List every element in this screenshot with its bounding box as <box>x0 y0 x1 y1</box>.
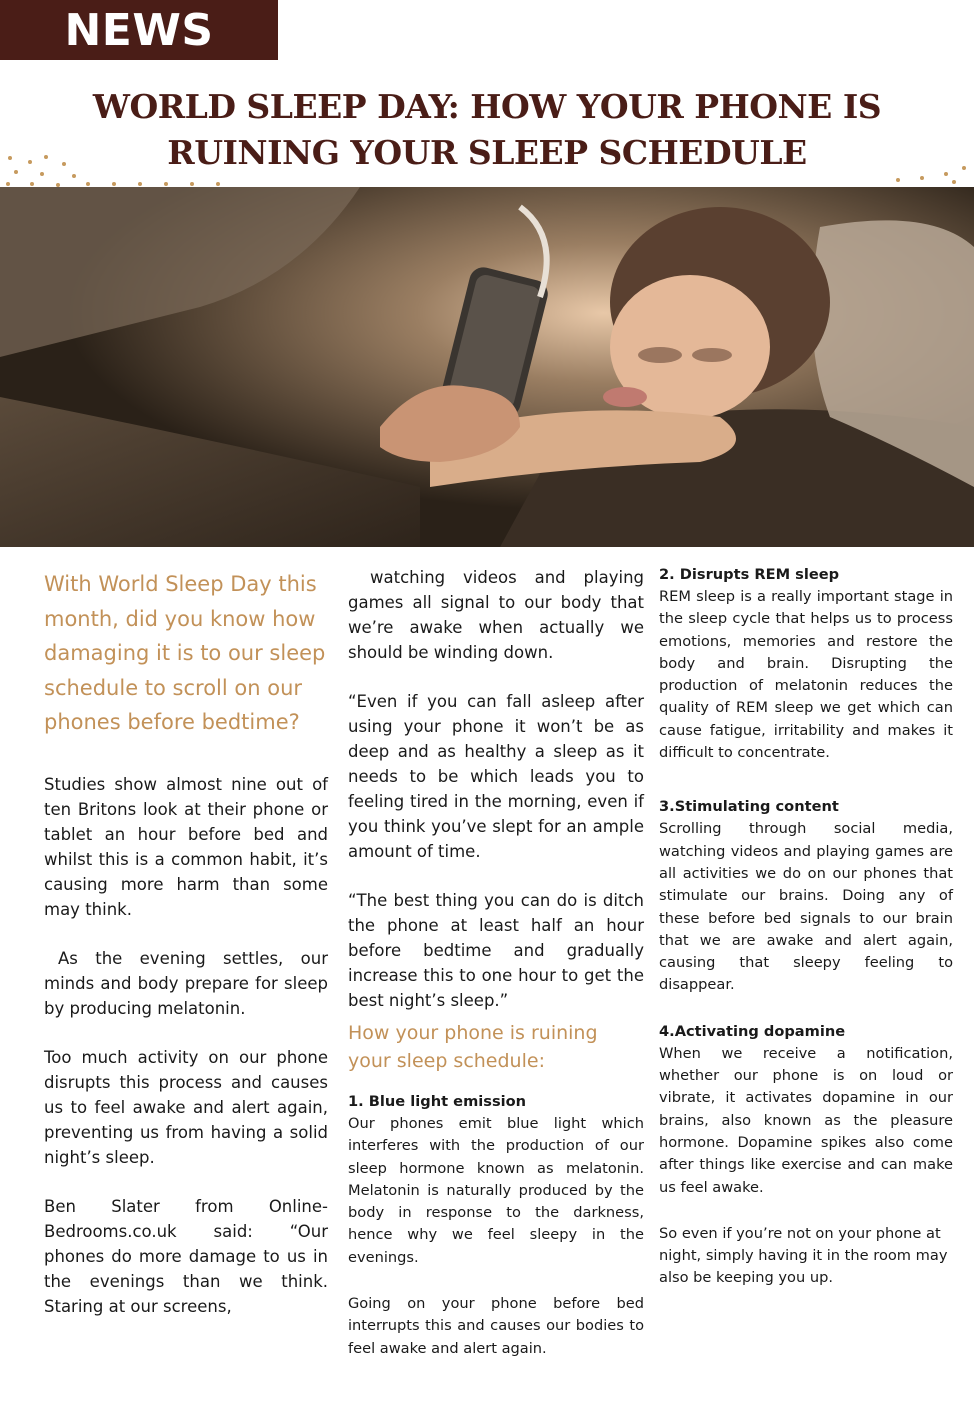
section-2-title: 2. Disrupts REM sleep <box>659 566 840 583</box>
section-2-body: REM sleep is a really important stage in the sleep cycle that helps us to process emotions, memories and restore the body and brain. Disrupting the production of melatonin reduces the quality of REM sleep we get which can cause fatigue, irritability and makes it difficult to concentrate. <box>659 588 953 762</box>
section-4-body: When we receive a notification, whether our phone is on loud or vibrate, it activates dopamine in our brains, also known as the pleasure hormone. Dopamine spikes also come after things like exercise and can make us feel awake. <box>659 1044 953 1196</box>
column-2-subhead: How your phone is ruining your sleep schedule: <box>348 1022 598 1072</box>
column-1-paragraph-3: Too much activity on our phone disrupts this process and causes us to feel awake and alert again, preventing us from having a solid night’s sleep. <box>44 1047 328 1167</box>
headline <box>0 84 974 176</box>
column-3 <box>659 564 953 1290</box>
hero-photo <box>0 187 974 547</box>
section-1-paragraph-1: Our phones emit blue light which interferes with the production of our sleep hormone known as melatonin. Melatonin is naturally produced by the body in response to the darkness, hence why we feel sleepy in the evenings. <box>348 1115 644 1266</box>
closing-paragraph: So even if you’re not on your phone at night, simply having it in the room may also be keeping you up. <box>659 1224 948 1287</box>
lead-paragraph: With World Sleep Day this month, did you know how damaging it is to our sleep schedule to scroll on our phones before bedtime? <box>44 572 326 734</box>
column-1 <box>44 562 328 1319</box>
section-1-paragraph-2: Going on your phone before bed interrupts this and causes our bodies to feel awake and alert again. <box>348 1295 644 1357</box>
section-1-title: 1. Blue light emission <box>348 1093 527 1110</box>
section-3-body: Scrolling through social media, watching videos and playing games are all activities we do on our phones that stimulate our brains. Doing any of these before bed signals to our brain that we are awake and alert again, causing that sleepy feeling to disappear. <box>659 820 953 994</box>
column-2-paragraph-3: “The best thing you can do is ditch the phone at least half an hour before bedtime and gradually increase this to one hour to get the best night’s sleep.” <box>348 891 644 1010</box>
news-tag: NEWS <box>0 0 278 60</box>
headline-line-2: RUINING YOUR SLEEP SCHEDULE <box>167 133 807 172</box>
section-4-title: 4.Activating dopamine <box>659 1022 846 1040</box>
headline-line-1: WORLD SLEEP DAY: HOW YOUR PHONE IS <box>92 87 882 126</box>
column-1-paragraph-2: As the evening settles, our minds and body prepare for sleep by producing melatonin. <box>44 948 328 1018</box>
column-2-paragraph-1: watching videos and playing games all signal to our body that we’re awake when actually we should be winding down. <box>348 568 644 662</box>
section-3-title: 3.Stimulating content <box>659 798 839 816</box>
column-1-paragraph-4: Ben Slater from Online-Bedrooms.co.uk said: “Our phones do more damage to us in the evenings than we think. Staring at our screens, <box>44 1196 328 1316</box>
column-2 <box>348 565 644 1360</box>
column-2-paragraph-2: “Even if you can fall asleep after using your phone it won’t be as deep and as healthy a sleep as it needs to be which leads you to feeling tired in the morning, even if you think you’ve slept for an ample amount of time. <box>348 692 644 861</box>
column-1-paragraph-1: Studies show almost nine out of ten Britons look at their phone or tablet an hour before bed and whilst this is a common habit, it’s causing more harm than some may think. <box>44 774 328 919</box>
